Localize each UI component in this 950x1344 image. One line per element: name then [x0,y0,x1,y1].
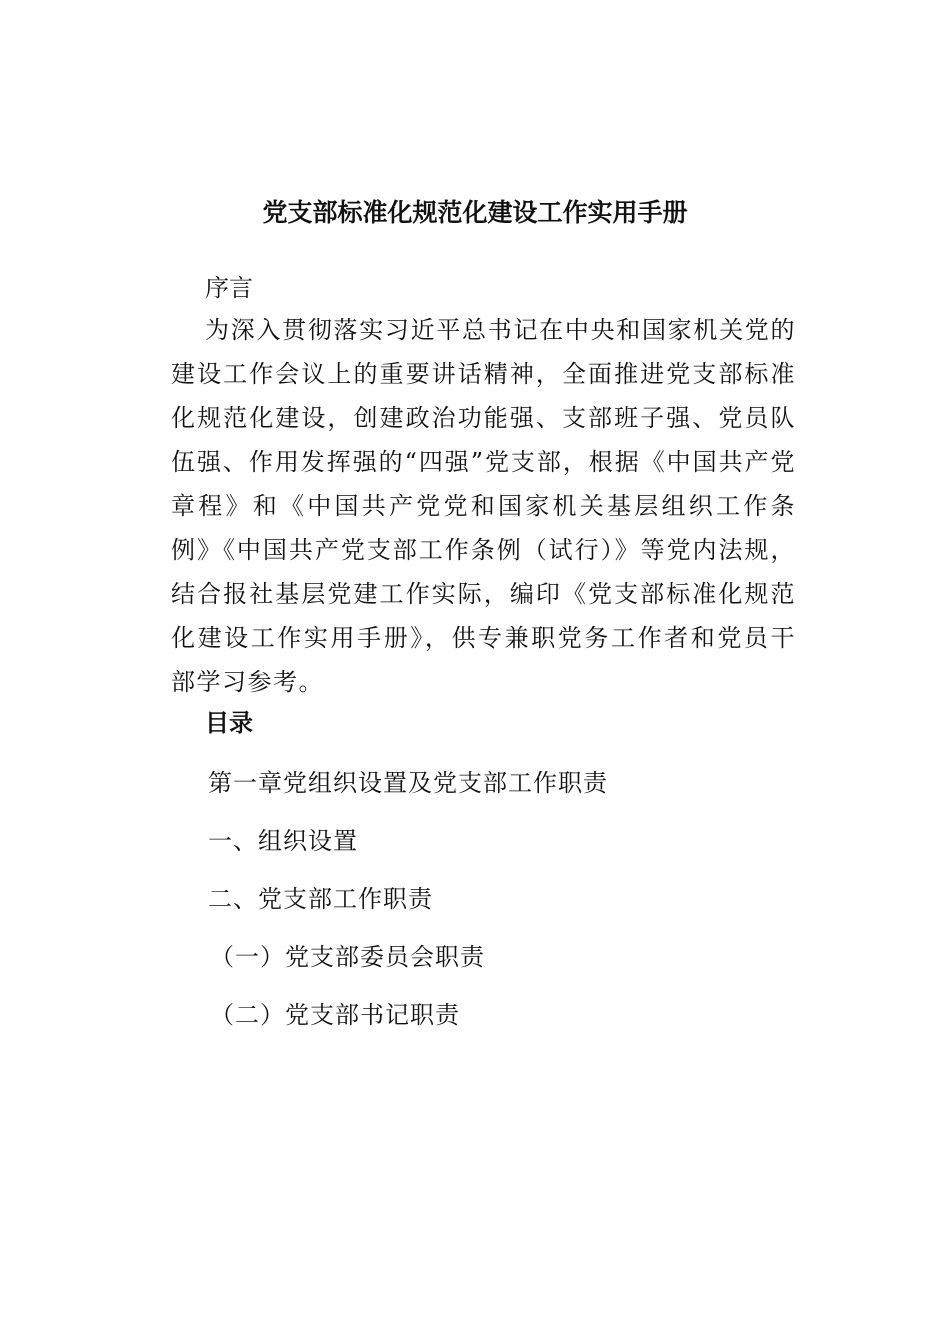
document-title: 党支部标准化规范化建设工作实用手册 [262,198,688,227]
toc-item-branch-duties: 二、党支部工作职责 [208,885,433,913]
preface-label: 序言 [205,274,253,302]
toc-item-committee-duties: （一）党支部委员会职责 [210,943,485,971]
toc-item-organization-setup: 一、组织设置 [208,827,358,855]
toc-item-secretary-duties: （二）党支部书记职责 [210,1001,460,1029]
toc-heading: 目录 [205,708,253,737]
preface-paragraph: 为深入贯彻落实习近平总书记在中央和国家机关党的建设工作会议上的重要讲话精神，全面推进党支部标准化规范化建设，创建政治功能强、支部班子强、党员队伍强、作用发挥强的“四强”党支部，根据《中国共产党章程》和《中国共产党党和国家机关基层组织工作条例》《中国共产党支部工作条例（试行）》等党内法规，结合报社基层党建工作实际，编印《党支部标准化规范化建设工作实用手册》，供专兼职党务工作者和党员干部学习参考。 [171,316,796,696]
toc-item-chapter-1: 第一章党组织设置及党支部工作职责 [208,769,608,797]
